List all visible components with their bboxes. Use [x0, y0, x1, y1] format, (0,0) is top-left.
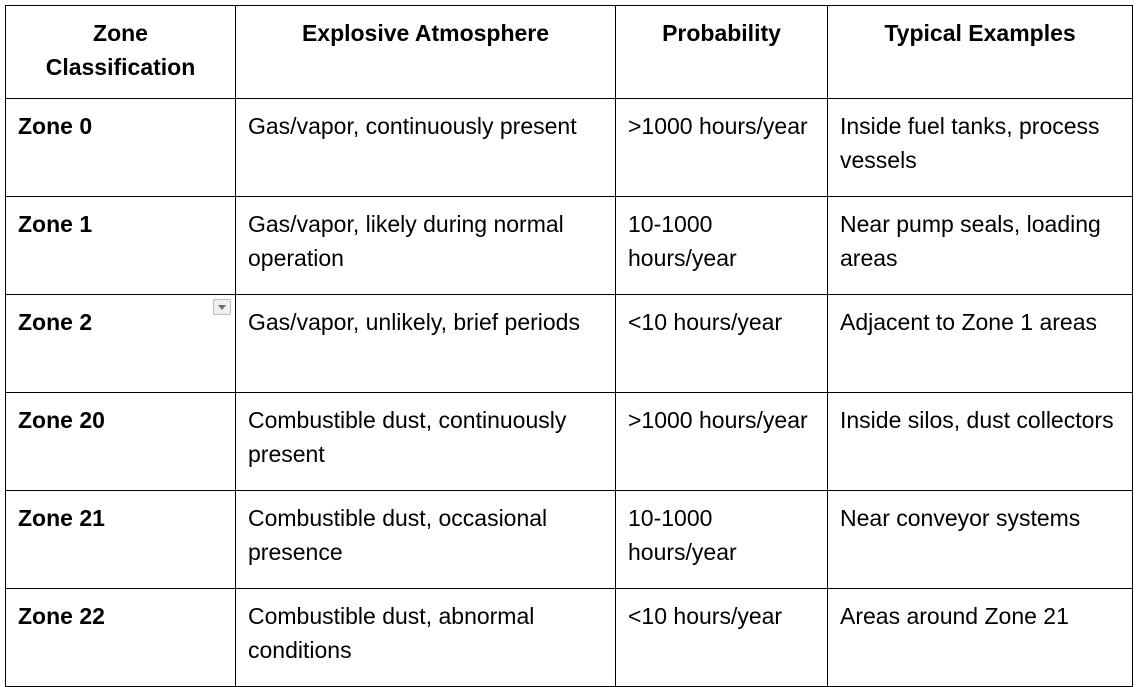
examples-cell[interactable]: Near pump seals, loading areas: [828, 197, 1133, 295]
hazardous-zone-table: [5, 5, 1133, 687]
atmosphere-cell[interactable]: Gas/vapor, continuously present: [236, 99, 616, 197]
zone-cell-selected[interactable]: [6, 295, 236, 393]
header-row: [6, 6, 1133, 99]
examples-cell[interactable]: Near conveyor systems: [828, 491, 1133, 589]
header-zone-classification[interactable]: Zone Classification: [6, 6, 236, 99]
examples-cell[interactable]: Inside silos, dust collectors: [828, 393, 1133, 491]
table-row: [6, 491, 1133, 589]
zone-cell[interactable]: Zone 21: [6, 491, 236, 589]
zone-cell[interactable]: Zone 1: [6, 197, 236, 295]
probability-cell[interactable]: 10-1000 hours/year: [616, 197, 828, 295]
table-row: [6, 99, 1133, 197]
probability-cell[interactable]: 10-1000 hours/year: [616, 491, 828, 589]
probability-cell[interactable]: >1000 hours/year: [616, 99, 828, 197]
probability-cell[interactable]: <10 hours/year: [616, 295, 828, 393]
zone-cell[interactable]: Zone 20: [6, 393, 236, 491]
atmosphere-cell[interactable]: Combustible dust, occasional presence: [236, 491, 616, 589]
table-row: [6, 393, 1133, 491]
header-typical-examples[interactable]: Typical Examples: [828, 6, 1133, 99]
table-row: [6, 295, 1133, 393]
zone-label: Zone 2: [18, 309, 93, 335]
probability-cell[interactable]: <10 hours/year: [616, 589, 828, 687]
probability-cell[interactable]: >1000 hours/year: [616, 393, 828, 491]
examples-cell[interactable]: Areas around Zone 21: [828, 589, 1133, 687]
table-row: [6, 197, 1133, 295]
atmosphere-cell[interactable]: Combustible dust, continuously present: [236, 393, 616, 491]
atmosphere-cell[interactable]: Combustible dust, abnormal conditions: [236, 589, 616, 687]
header-explosive-atmosphere[interactable]: Explosive Atmosphere: [236, 6, 616, 99]
examples-cell[interactable]: Adjacent to Zone 1 areas: [828, 295, 1133, 393]
examples-cell[interactable]: Inside fuel tanks, process vessels: [828, 99, 1133, 197]
atmosphere-cell[interactable]: Gas/vapor, likely during normal operation: [236, 197, 616, 295]
table-row: [6, 589, 1133, 687]
dropdown-arrow-icon[interactable]: [213, 299, 231, 315]
header-probability[interactable]: Probability: [616, 6, 828, 99]
zone-cell[interactable]: Zone 0: [6, 99, 236, 197]
zone-cell[interactable]: Zone 22: [6, 589, 236, 687]
atmosphere-cell[interactable]: Gas/vapor, unlikely, brief periods: [236, 295, 616, 393]
